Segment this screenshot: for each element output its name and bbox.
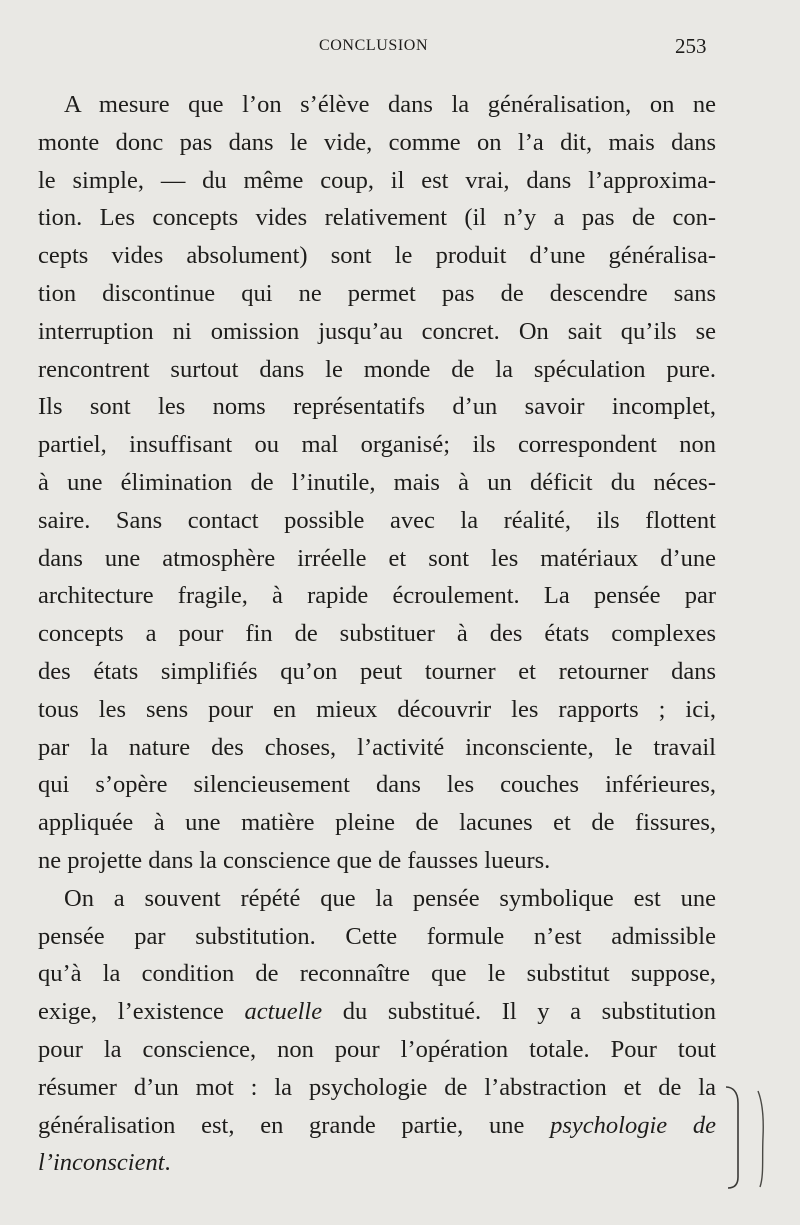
text-line: partiel, insuffisant ou mal organisé; ils correspondent non — [38, 431, 716, 459]
text-line: cepts vides absolument) sont le produit d’une généralisa- — [38, 242, 716, 270]
text-line: généralisation est, en grande partie, une psychologie de — [38, 1111, 716, 1139]
running-title: CONCLUSION — [319, 37, 429, 54]
text-line: saire. Sans contact possible avec la réalité, ils flottent — [38, 506, 716, 534]
italic-term: actuelle — [244, 998, 323, 1026]
text-line: rencontrent surtout dans le monde de la spéculation pure. — [38, 355, 716, 383]
running-head — [0, 34, 800, 58]
margin-bracket-mark — [724, 1085, 768, 1190]
text-line: des états simplifiés qu’on peut tourner et retourner dans — [38, 657, 716, 685]
text-line: Ils sont les noms représentatifs d’un savoir incomplet, — [38, 393, 716, 421]
text-line: qui s’opère silencieusement dans les couches inférieures, — [38, 771, 716, 799]
body-text — [38, 86, 716, 1182]
text-line: dans une atmosphère irréelle et sont les matériaux d’une — [38, 544, 716, 572]
text-line: à une élimination de l’inutile, mais à un déficit du néces- — [38, 468, 716, 496]
text-line: monte donc pas dans le vide, comme on l’a dit, mais dans — [38, 128, 716, 156]
page-number: 253 — [675, 34, 707, 58]
text-line: pour la conscience, non pour l’opération totale. Pour tout — [38, 1035, 716, 1063]
text-line: tous les sens pour en mieux découvrir les rapports ; ici, — [38, 695, 716, 723]
text-line: ne projette dans la conscience que de fausses lueurs. — [38, 846, 551, 874]
text-line: par la nature des choses, l’activité inconsciente, le travail — [38, 733, 716, 761]
text-line: résumer d’un mot : la psychologie de l’abstraction et de la — [38, 1073, 716, 1101]
text-line: tion. Les concepts vides relativement (il n’y a pas de con- — [38, 204, 716, 232]
text-line: tion discontinue qui ne permet pas de descendre sans — [38, 279, 716, 307]
text-line: concepts a pour fin de substituer à des états complexes — [38, 620, 716, 648]
text-line: architecture fragile, à rapide écroulement. La pensée par — [38, 582, 716, 610]
paragraph-2 — [38, 880, 716, 1182]
text-line: On a souvent répété que la pensée symbolique est une — [64, 884, 716, 912]
italic-term: psychologie de — [550, 1111, 716, 1139]
text-line: le simple, — du même coup, il est vrai, dans l’approxima- — [38, 166, 716, 194]
text-line: pensée par substitution. Cette formule n’est admissible — [38, 922, 716, 950]
text-line: exige, l’existence actuelle du substitué. Il y a substitution — [38, 998, 717, 1026]
text-line: appliquée à une matière pleine de lacunes et de fissures, — [38, 809, 716, 837]
text-line: A mesure que l’on s’élève dans la généralisation, on ne — [64, 91, 716, 118]
text-line: qu’à la condition de reconnaître que le substitut suppose, — [38, 960, 716, 988]
italic-term: l’inconscient — [38, 1149, 165, 1177]
text-line: interruption ni omission jusqu’au concret. On sait qu’ils se — [38, 317, 716, 345]
paragraph-1 — [38, 86, 716, 880]
text-line: l’inconscient. — [38, 1149, 171, 1177]
